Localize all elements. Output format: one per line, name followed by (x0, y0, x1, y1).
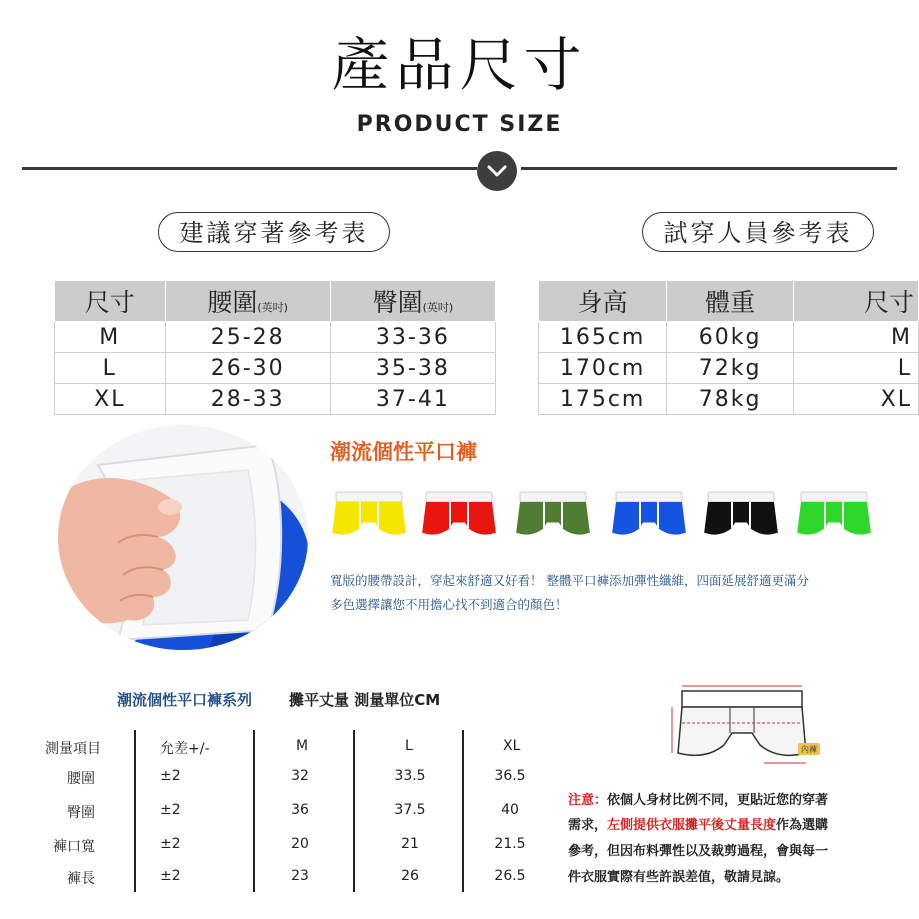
table-row (55, 384, 496, 415)
product-description-line2: 多色選擇讓您不用擔心找不到適合的顏色！ (330, 597, 568, 612)
briefs-color-swatch (610, 488, 688, 544)
table-cell: 60kg (667, 322, 794, 353)
table-cell: 36 (291, 802, 309, 818)
table-cell: 72kg (667, 353, 794, 384)
table-cell: XL (55, 384, 166, 415)
chevron-down-icon (477, 151, 517, 191)
table-row (539, 322, 919, 353)
briefs-measurement-diagram (652, 683, 842, 773)
header-m: M (296, 738, 309, 754)
briefs-color-swatch (330, 488, 408, 544)
recommend-table-heading: 建議穿著參考表 (158, 212, 390, 252)
table-cell: 40 (501, 802, 519, 818)
diagram-label: 內褲 (801, 745, 817, 754)
header-height: 身高 (539, 281, 667, 322)
table-cell: 33-36 (330, 322, 495, 353)
table-cell: 36.5 (494, 768, 526, 784)
table-cell: 26 (401, 868, 419, 884)
table-cell: XL (793, 384, 918, 415)
header-waist: 腰圍(英吋) (165, 281, 330, 322)
page-subtitle: PRODUCT SIZE (356, 112, 563, 137)
table-cell: 37-41 (330, 384, 495, 415)
table-cell: 37.5 (394, 802, 426, 818)
table-cell: 26-30 (165, 353, 330, 384)
trial-person-table (538, 280, 919, 415)
trial-table-heading: 試穿人員參考表 (642, 212, 874, 252)
table-cell: 腰圍 (67, 771, 95, 787)
table-cell: 20 (291, 836, 309, 852)
header-measure-item: 測量項目 (45, 741, 101, 757)
table-cell: 褲口寬 (53, 839, 95, 855)
column-divider (253, 730, 255, 892)
table-cell: ±2 (160, 836, 181, 852)
table-cell: 褲長 (67, 871, 95, 887)
table-cell: 170cm (539, 353, 667, 384)
table-cell: 175cm (539, 384, 667, 415)
table-cell: 28-33 (165, 384, 330, 415)
table-cell: L (793, 353, 918, 384)
header-size: 尺寸 (793, 281, 918, 322)
briefs-color-swatch (702, 488, 780, 544)
note-line4: 件衣服實際有些許誤差值，敬請見諒。 (568, 870, 790, 885)
table-cell: 23 (291, 868, 309, 884)
product-title: 潮流個性平口褲 (330, 440, 477, 464)
note-line1: 注意：依個人身材比例不同，更貼近您的穿著 (568, 793, 829, 808)
header-weight: 體重 (667, 281, 794, 322)
note-line2: 需求，左側提供衣服攤平後丈量長度作為選購 (568, 818, 829, 833)
table-row (55, 353, 496, 384)
column-divider (134, 730, 136, 892)
header-xl: XL (503, 738, 521, 754)
page-title: 產品尺寸 (331, 31, 588, 99)
table-cell: 35-38 (330, 353, 495, 384)
header-size: 尺寸 (55, 281, 166, 322)
table-cell: 26.5 (494, 868, 526, 884)
column-divider (353, 730, 355, 892)
table-cell: 25-28 (165, 322, 330, 353)
header-hip: 臀圍(英吋) (330, 281, 495, 322)
table-cell: 78kg (667, 384, 794, 415)
table-cell: 21.5 (494, 836, 526, 852)
hand-holding-waistband-image (58, 425, 308, 650)
briefs-color-swatch (514, 488, 592, 544)
table-cell: 21 (401, 836, 419, 852)
table-header-row (539, 281, 919, 322)
briefs-color-swatch (420, 488, 498, 544)
table-cell: 165cm (539, 322, 667, 353)
header-tolerance: 允差+/- (160, 741, 210, 757)
divider-right (521, 167, 897, 170)
measurement-subtitle: 攤平丈量 測量單位CM (289, 691, 441, 709)
table-header-row (55, 281, 496, 322)
measurement-title: 潮流個性平口褲系列 (117, 691, 253, 709)
table-row (539, 353, 919, 384)
table-cell: ±2 (160, 802, 181, 818)
table-row (539, 384, 919, 415)
briefs-color-swatch (795, 488, 873, 544)
table-cell: ±2 (160, 868, 181, 884)
product-description-line1: 寬版的腰帶設計，穿起來舒適又好看！ 整體平口褲添加彈性纖維，四面延展舒適更滿分 (330, 573, 809, 588)
table-cell: 臀圍 (67, 805, 95, 821)
recommend-size-table (54, 280, 496, 415)
table-cell: M (55, 322, 166, 353)
column-divider (462, 730, 464, 892)
note-line3: 參考，但因布料彈性以及裁剪過程，會與每一 (568, 844, 829, 859)
divider-left (22, 167, 477, 170)
table-cell: L (55, 353, 166, 384)
table-cell: ±2 (160, 768, 181, 784)
table-cell: 32 (291, 768, 309, 784)
table-cell: M (793, 322, 918, 353)
table-row (55, 322, 496, 353)
header-l: L (405, 738, 413, 754)
table-cell: 33.5 (394, 768, 426, 784)
